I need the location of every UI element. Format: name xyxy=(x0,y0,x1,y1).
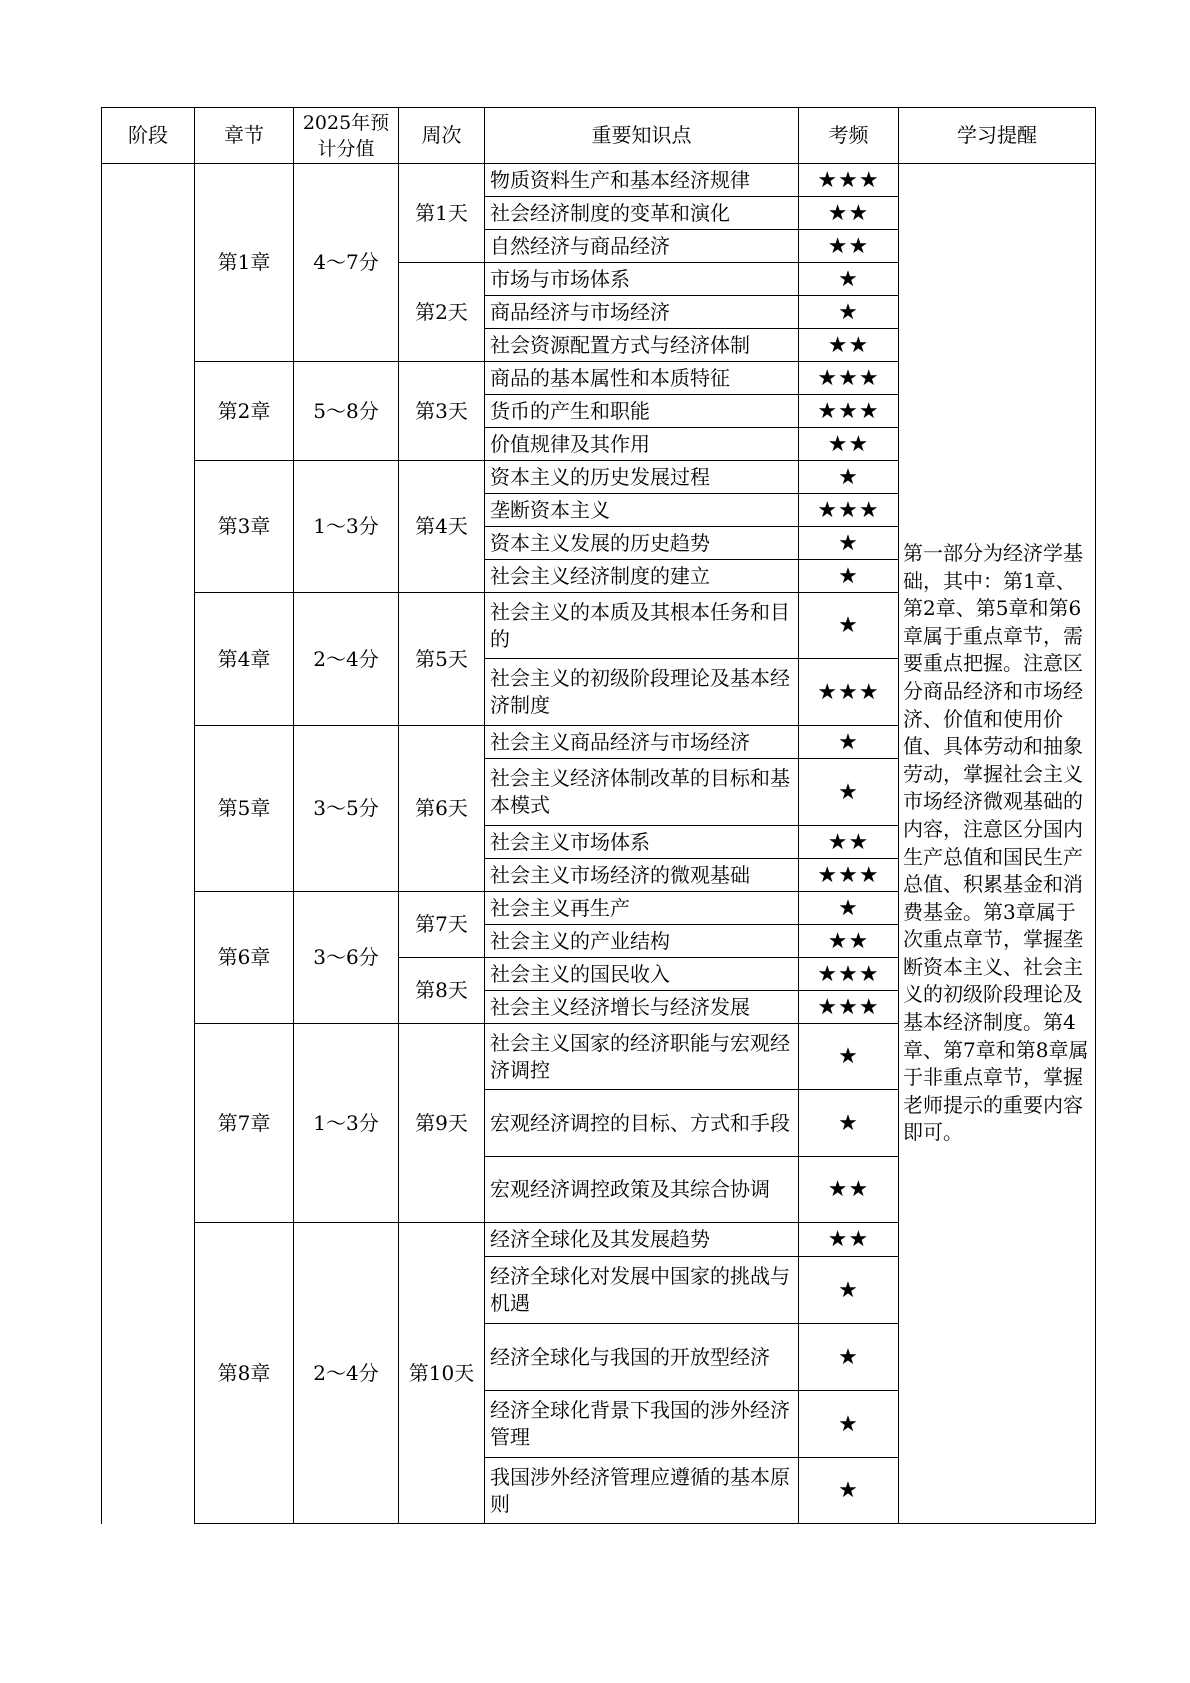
point-text: 价值规律及其作用 xyxy=(485,428,799,461)
chapter-score: 5～8分 xyxy=(294,362,399,461)
point-text: 社会主义市场体系 xyxy=(485,826,799,859)
point-text: 经济全球化及其发展趋势 xyxy=(485,1223,799,1257)
point-freq: ★ xyxy=(799,461,899,494)
point-text: 我国涉外经济管理应遵循的基本原则 xyxy=(485,1458,799,1524)
point-text: 社会主义商品经济与市场经济 xyxy=(485,726,799,759)
point-text: 自然经济与商品经济 xyxy=(485,230,799,263)
point-text: 社会经济制度的变革和演化 xyxy=(485,197,799,230)
day-label: 第5天 xyxy=(399,593,485,726)
point-freq: ★ xyxy=(799,527,899,560)
chapter-name: 第2章 xyxy=(195,362,294,461)
point-freq: ★ xyxy=(799,1257,899,1324)
chapter-score: 1～3分 xyxy=(294,461,399,593)
header-point: 重要知识点 xyxy=(485,108,799,164)
point-text: 经济全球化背景下我国的涉外经济管理 xyxy=(485,1391,799,1458)
point-freq: ★★★ xyxy=(799,362,899,395)
chapter-score: 1～3分 xyxy=(294,1024,399,1223)
point-text: 社会主义经济体制改革的目标和基本模式 xyxy=(485,759,799,826)
header-tip: 学习提醒 xyxy=(899,108,1096,164)
point-freq: ★★ xyxy=(799,1157,899,1223)
day-label: 第2天 xyxy=(399,263,485,362)
point-text: 社会主义经济增长与经济发展 xyxy=(485,991,799,1024)
point-freq: ★★ xyxy=(799,197,899,230)
point-text: 社会主义再生产 xyxy=(485,892,799,925)
stage-cell xyxy=(102,164,195,1524)
point-text: 经济全球化与我国的开放型经济 xyxy=(485,1324,799,1391)
point-text: 经济全球化对发展中国家的挑战与机遇 xyxy=(485,1257,799,1324)
point-text: 社会主义国家的经济职能与宏观经济调控 xyxy=(485,1024,799,1090)
header-freq: 考频 xyxy=(799,108,899,164)
study-plan-table xyxy=(101,107,1096,1524)
point-freq: ★ xyxy=(799,593,899,659)
chapter-name: 第1章 xyxy=(195,164,294,362)
point-text: 资本主义发展的历史趋势 xyxy=(485,527,799,560)
point-freq: ★ xyxy=(799,560,899,593)
point-text: 社会主义的国民收入 xyxy=(485,958,799,991)
day-label: 第8天 xyxy=(399,958,485,1024)
point-text: 社会主义的本质及其根本任务和目的 xyxy=(485,593,799,659)
point-freq: ★★ xyxy=(799,826,899,859)
point-freq: ★ xyxy=(799,1024,899,1090)
point-text: 社会主义的产业结构 xyxy=(485,925,799,958)
point-freq: ★★ xyxy=(799,230,899,263)
point-freq: ★ xyxy=(799,1458,899,1524)
chapter-name: 第5章 xyxy=(195,726,294,892)
chapter-name: 第7章 xyxy=(195,1024,294,1223)
day-label: 第3天 xyxy=(399,362,485,461)
point-text: 社会资源配置方式与经济体制 xyxy=(485,329,799,362)
chapter-score: 4～7分 xyxy=(294,164,399,362)
point-freq: ★★ xyxy=(799,329,899,362)
point-text: 宏观经济调控政策及其综合协调 xyxy=(485,1157,799,1223)
point-freq: ★★★ xyxy=(799,494,899,527)
chapter-score: 2～4分 xyxy=(294,1223,399,1524)
point-freq: ★ xyxy=(799,726,899,759)
point-text: 资本主义的历史发展过程 xyxy=(485,461,799,494)
point-freq: ★★ xyxy=(799,428,899,461)
chapter-score: 3～6分 xyxy=(294,892,399,1024)
point-freq: ★★★ xyxy=(799,659,899,726)
chapter-name: 第4章 xyxy=(195,593,294,726)
point-text: 垄断资本主义 xyxy=(485,494,799,527)
day-label: 第7天 xyxy=(399,892,485,958)
point-text: 商品的基本属性和本质特征 xyxy=(485,362,799,395)
point-text: 社会主义经济制度的建立 xyxy=(485,560,799,593)
point-freq: ★ xyxy=(799,1090,899,1157)
point-freq: ★★ xyxy=(799,1223,899,1257)
point-freq: ★ xyxy=(799,1391,899,1458)
study-tip: 第一部分为经济学基础，其中：第1章、第2章、第5章和第6章属于重点章节，需要重点把握。注意区分商品经济和市场经济、价值和使用价值、具体劳动和抽象劳动，掌握社会主义市场经济微观基础的内容，注意区分国内生产总值和国民生产总值、积累基金和消费基金。第3章属于次重点章节，掌握垄断资本主义、社会主义的初级阶段理论及基本经济制度。第4章、第7章和第8章属于非重点章节，掌握老师提示的重要内容即可。 xyxy=(899,164,1096,1524)
day-label: 第4天 xyxy=(399,461,485,593)
header-row xyxy=(102,108,1096,164)
chapter-name: 第6章 xyxy=(195,892,294,1024)
chapter-name: 第3章 xyxy=(195,461,294,593)
header-stage: 阶段 xyxy=(102,108,195,164)
point-text: 社会主义市场经济的微观基础 xyxy=(485,859,799,892)
chapter-score: 2～4分 xyxy=(294,593,399,726)
point-freq: ★★★ xyxy=(799,164,899,197)
point-freq: ★ xyxy=(799,263,899,296)
point-text: 商品经济与市场经济 xyxy=(485,296,799,329)
point-text: 市场与市场体系 xyxy=(485,263,799,296)
point-freq: ★ xyxy=(799,296,899,329)
header-chapter: 章节 xyxy=(195,108,294,164)
point-freq: ★ xyxy=(799,892,899,925)
table-row xyxy=(102,164,1096,197)
point-freq: ★★ xyxy=(799,925,899,958)
point-text: 货币的产生和职能 xyxy=(485,395,799,428)
chapter-score: 3～5分 xyxy=(294,726,399,892)
day-label: 第10天 xyxy=(399,1223,485,1524)
point-text: 宏观经济调控的目标、方式和手段 xyxy=(485,1090,799,1157)
point-freq: ★★★ xyxy=(799,395,899,428)
header-day: 周次 xyxy=(399,108,485,164)
point-text: 社会主义的初级阶段理论及基本经济制度 xyxy=(485,659,799,726)
day-label: 第1天 xyxy=(399,164,485,263)
point-freq: ★★★ xyxy=(799,859,899,892)
day-label: 第6天 xyxy=(399,726,485,892)
header-score: 2025年预计分值 xyxy=(294,108,399,164)
point-text: 物质资料生产和基本经济规律 xyxy=(485,164,799,197)
point-freq: ★ xyxy=(799,759,899,826)
point-freq: ★★★ xyxy=(799,958,899,991)
chapter-name: 第8章 xyxy=(195,1223,294,1524)
point-freq: ★★★ xyxy=(799,991,899,1024)
day-label: 第9天 xyxy=(399,1024,485,1223)
point-freq: ★ xyxy=(799,1324,899,1391)
